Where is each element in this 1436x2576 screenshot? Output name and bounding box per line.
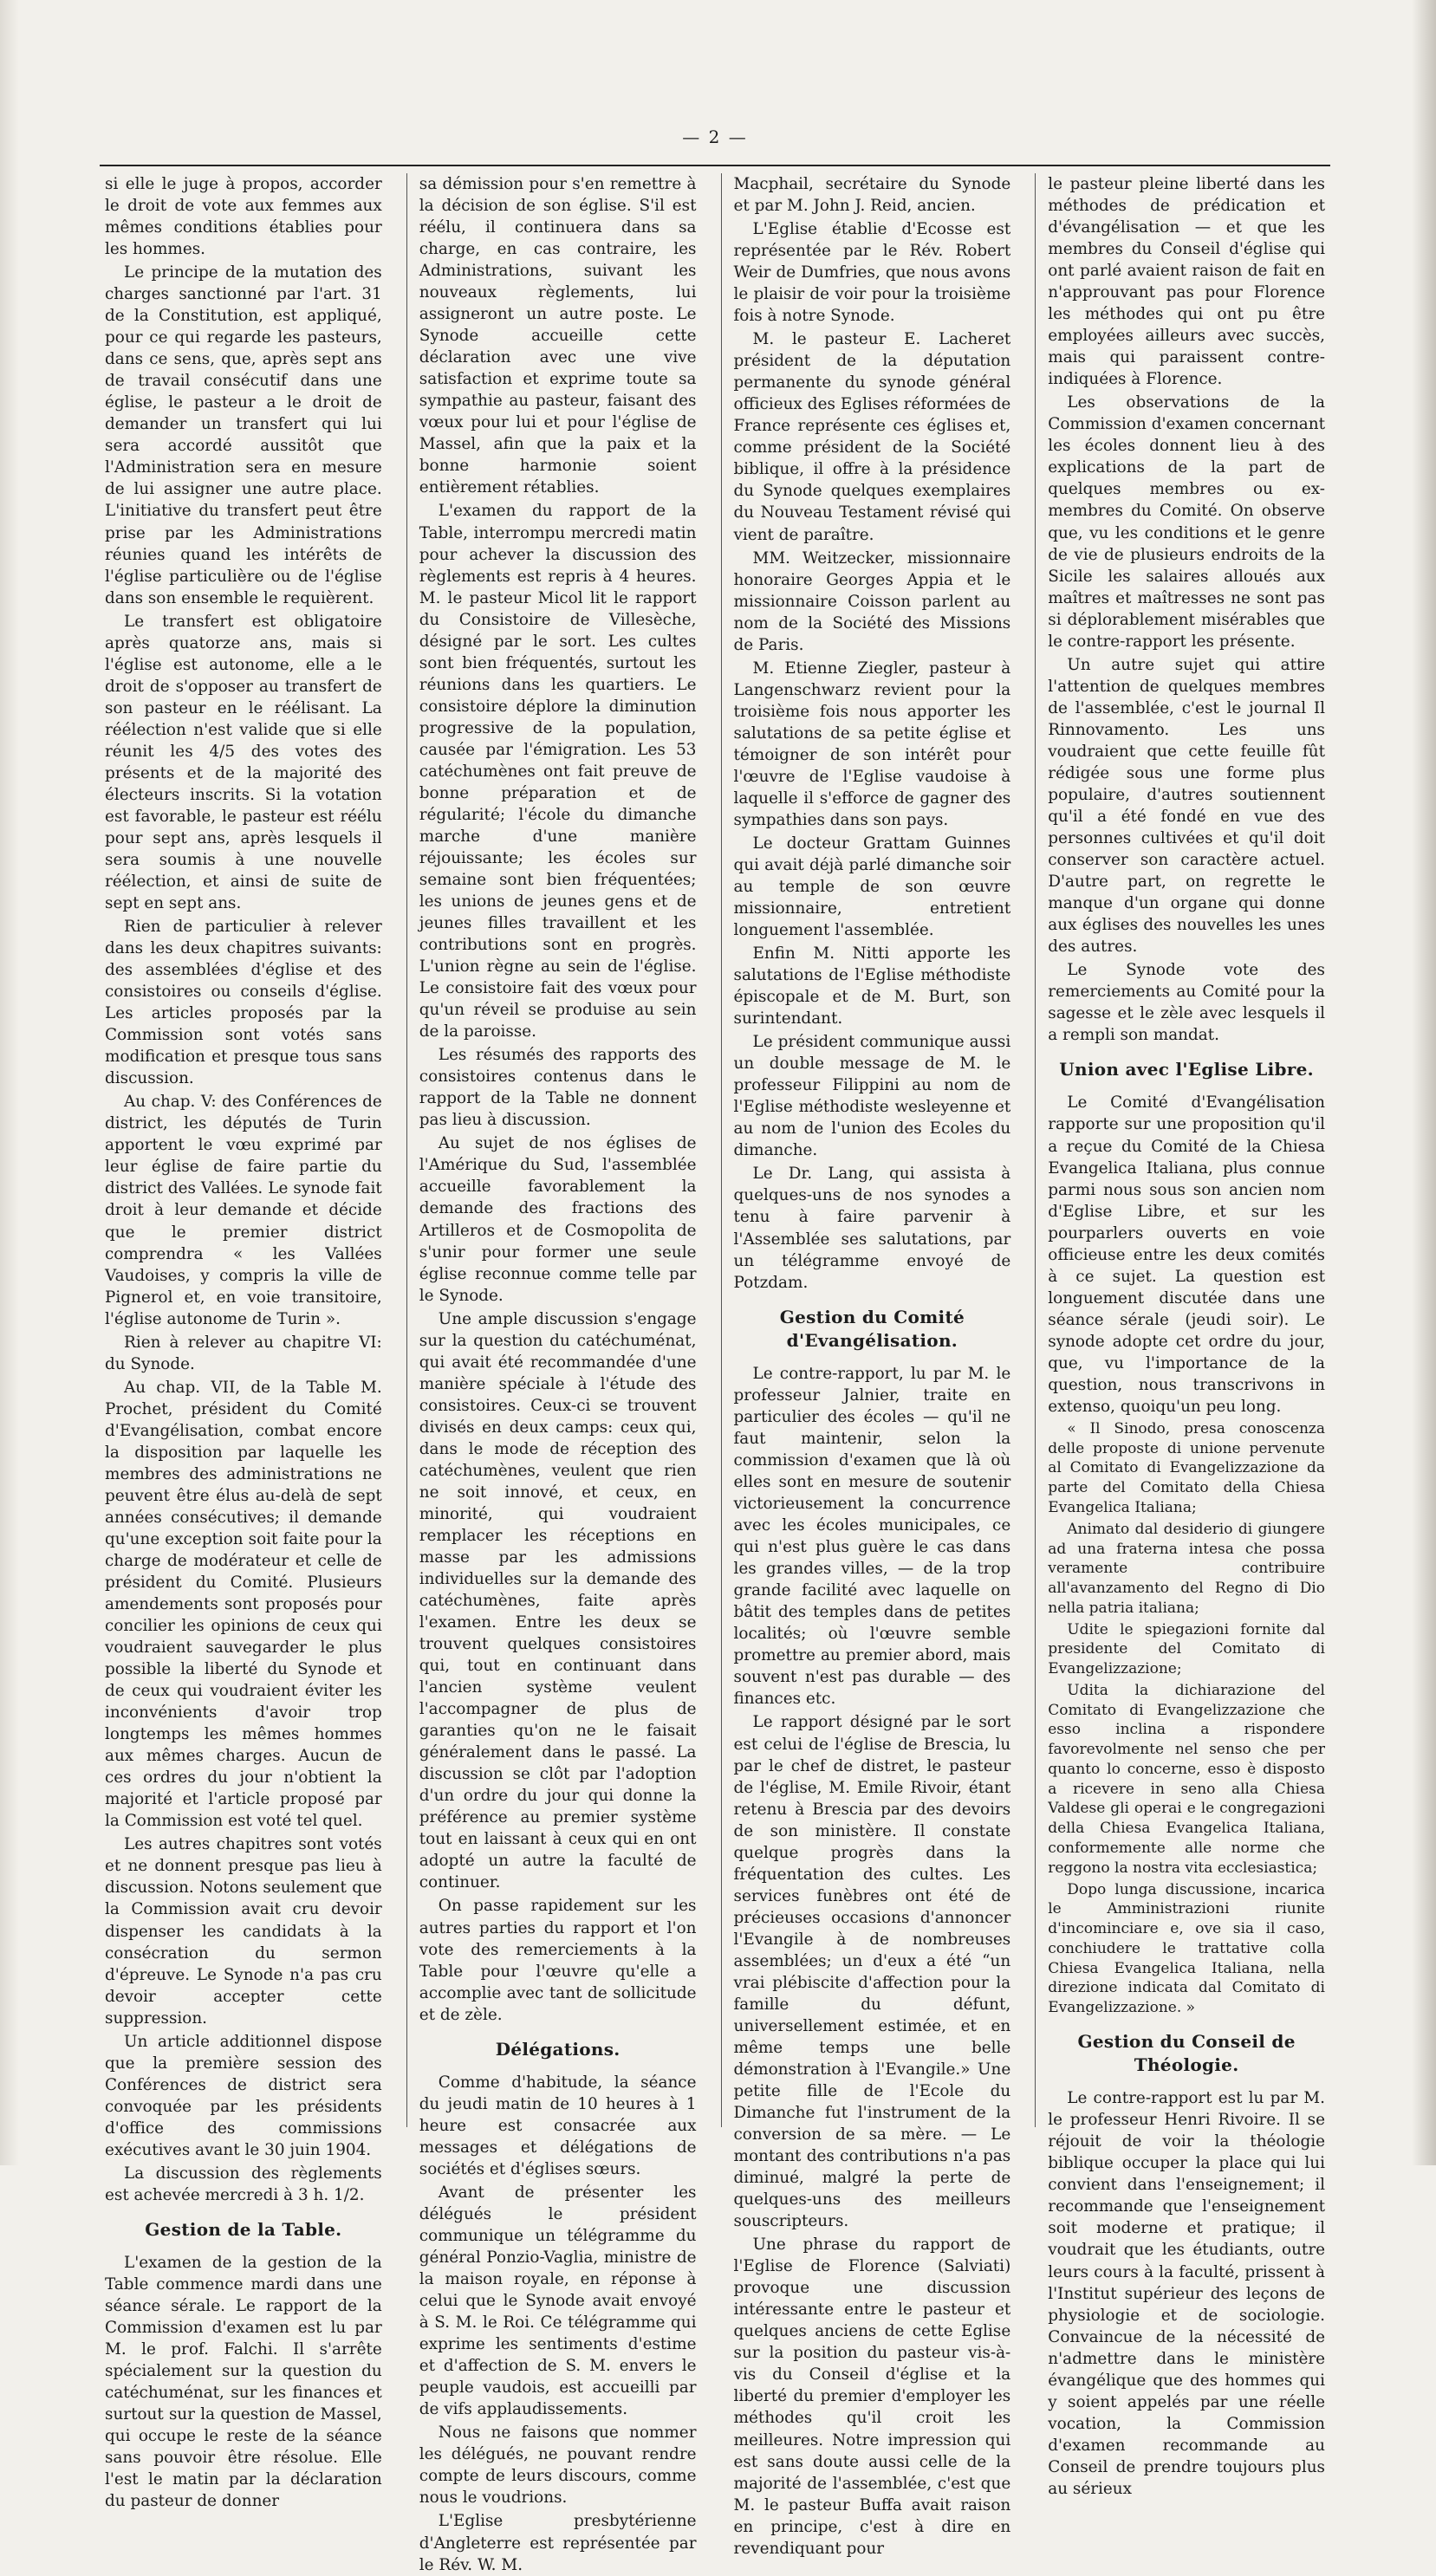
- column-4: [1035, 173, 1330, 2498]
- paragraph: Les observations de la Commission d'examen concernant les écoles donnent lieu à des explications de la part de quelques membres ou ex-membres du Comité. On observe que, vu les conditions et le genre de vie de plusieurs endroits de la Sicile les salaires alloués aux maîtres et maîtresses ne sont pas si déplorablement misérables que le contre-rapport les présente.: [1048, 393, 1325, 651]
- text-columns: [100, 173, 1330, 2574]
- paragraph: Le transfert est obligatoire après quatorze ans, mais si l'église est autonome, elle a le droit de s'opposer au transfert de son pasteur en le réélisant. La réélection n'est valide que si elle réunit les 4/5 des votes des présents et de la majorité des électeurs inscrits. Si la votation est favorable, le pasteur est réélu pour sept ans, après lesquels il sera soumis à une nouvelle réélection, et ainsi de suite de sept en sept ans.: [105, 612, 382, 913]
- paragraph: si elle le juge à propos, accorder le droit de vote aux femmes aux mêmes conditions établies pour les hommes.: [105, 175, 382, 259]
- paragraph: Les résumés des rapports des consistoires contenus dans le rapport de la Table ne donnent pas lieu à discussion.: [419, 1046, 697, 1130]
- paragraph: Le rapport désigné par le sort est celui de l'église de Brescia, lu par le chef de distret, le pasteur de l'église, M. Emile Rivoir, étant retenu à Brescia par des devoirs de son ministère. Il constate quelque progrès dans la fréquentation des cultes. Les services funèbres ont été de précieuses occasions d'annoncer l'Evangile à de nombreuses assemblées; un d'eux a été “un vrai plébiscite d'affection pour la famille du défunt, universellement estimée, et en même temps une belle démonstration à l'Evangile.» Une petite fille de l'Ecole du Dimanche fut l'instrument de la conversion de sa mère. — Le montant des contributions n'a pas diminué, malgré la perte de quelques-uns des meilleurs souscripteurs.: [733, 1713, 1011, 2231]
- paragraph: Au chap. VII, de la Table M. Prochet, président du Comité d'Evangélisation, combat encore la disposition par laquelle les membres des administrations ne peuvent être élus au-delà de sept années consécutives; il demande qu'une exception soit faite pour la charge de modérateur et celle de président du Comité. Plusieurs amendements sont proposés pour concilier les opinions de ceux qui voudraient sauvegarder le plus possible la liberté du Synode et de ceux qui voudraient éviter les inconvénients d'avoir trop longtemps les mêmes hommes aux mêmes charges. Aucun de ces ordres du jour n'obtient la majorité et l'article proposé par la Commission est voté tel quel.: [105, 1378, 382, 1831]
- section-heading: Gestion de la Table.: [145, 2218, 342, 2240]
- scan-edge: [1412, 0, 1436, 2165]
- paragraph: M. le pasteur E. Lacheret président de la députation permanente du synode général officieux des Eglises réformées de France représente ces églises et, comme président de la Société biblique, il offre à la présidence du Synode quelques exemplaires du Nouveau Testament révisé qui vient de paraître.: [733, 330, 1011, 544]
- paragraph: MM. Weitzecker, missionnaire honoraire Georges Appia et le missionnaire Coisson parlent au nom de la Société des Missions de Paris.: [733, 548, 1011, 654]
- section-heading: Délégations.: [495, 2038, 621, 2060]
- paragraph: Le contre-rapport, lu par M. le professeur Jalnier, traite en particulier des écoles — qu'il ne faut maintenir, selon la commission d'examen que là où elles sont en mesure de soutenir victorieusement la concurrence avec les écoles municipales, ce qui n'est plus guère le cas dans les grandes villes, — de la trop grande facilité avec laquelle on bâtit des temples dans de petites localités; où l'œuvre semble promettre au premier abord, mais souvent n'est pas durable — des finances etc.: [733, 1364, 1011, 1709]
- paragraph: Rien de particulier à relever dans les deux chapitres suivants: des assemblées d'église et des consistoires ou conseils d'église. Les articles proposés par la Commission sont votés sans modification et presque tous sans discussion.: [105, 918, 382, 1088]
- section-heading: Gestion du Conseil de Théologie.: [1077, 2030, 1296, 2076]
- quoted-paragraph: Dopo lunga discussione, incarica le Amministrazioni riunite d'incominciare e, ove sia il caso, conchiudere le trattative colla Chiesa Evangelica Italiana, nella direzione indicata dal Comitato di Evangelizzazione. »: [1048, 1880, 1325, 2017]
- page-fold-shadow: [0, 0, 19, 2165]
- section-heading: Gestion du Comité d'Evangélisation.: [779, 1306, 965, 1351]
- paragraph: Le contre-rapport est lu par M. le professeur Henri Rivoire. Il se réjouit de voir la théologie biblique occuper la place qui lui convient dans l'enseignement; il recommande que l'enseignement soit moderne et pratique; il voudrait que les étudiants, outre leurs cours à la faculté, prissent à l'Institut supérieur des leçons de physiologie et de sociologie. Convaincue de la nécessité de n'admettre dans le ministère évangélique que des hommes qui y soient appelés par une réelle vocation, la Commission d'examen recommande au Conseil de prendre toujours plus au sérieux: [1048, 2089, 1325, 2498]
- paragraph: Le président communique aussi un double message de M. le professeur Filippini au nom de l'Eglise méthodiste wesleyenne et au nom de l'union des Ecoles du dimanche.: [733, 1033, 1011, 1160]
- paragraph: L'Eglise établie d'Ecosse est représentée par le Rév. Robert Weir de Dumfries, que nous avons le plaisir de voir pour la troisième fois à notre Synode.: [733, 220, 1011, 326]
- paragraph: L'examen du rapport de la Table, interrompu mercredi matin pour achever la discussion des règlements est repris à 4 heures. M. le pasteur Micol lit le rapport du Consistoire de Villesèche, désigné par le sort. Les cultes sont bien fréquentés, surtout les réunions dans les quartiers. Le consistoire déplore la diminution progressive de la population, causée par l'émigration. Les 53 catéchumènes ont fait preuve de bonne préparation et de régularité; l'école du dimanche marche d'une manière réjouissante; les écoles sur semaine sont bien fréquentées; les unions de jeunes gens et de jeunes filles travaillent et les contributions sont en progrès. L'union règne au sein de l'église. Le consistoire fait des vœux pour qu'un réveil se produise au sein de la paroisse.: [419, 502, 697, 1041]
- paragraph: Une ample discussion s'engage sur la question du catéchuménat, qui avait été recommandée d'une manière spéciale à l'étude des consistoires. Ceux-ci se trouvent divisés en deux camps: ceux qui, dans le mode de réception des catéchumènes, veulent que rien ne soit innové, et ceux, en minorité, qui voudraient remplacer les réceptions en masse par les admissions individuelles sur la demande des catéchumènes, faite après l'examen. Entre les deux se trouvent quelques consistoires qui, tout en continuant dans l'ancien système veulent l'accompagner de plus de garanties qu'on ne le faisait généralement dans le passé. La discussion se clôt par l'adoption d'un ordre du jour qui donne la préférence au premier système tout en laissant à ceux qui en ont adopté un autre la faculté de continuer.: [419, 1309, 697, 1892]
- paragraph: Le Comité d'Evangélisation rapporte sur une proposition qu'il a reçue du Comité de la Chiesa Evangelica Italiana, plus connue parmi nous sous son ancien nom d'Eglise Libre, et sur les pourparlers ouverts en voie officieuse entre les deux comités à ce sujet. La question est longuement discutée dans une séance sérale (jeudi soir). Le synode adopte cet ordre du jour, que, vu l'importance de la question, nous transcrivons in extenso, quoiqu'un peu long.: [1048, 1093, 1325, 1416]
- paragraph: sa démission pour s'en remettre à la décision de son église. S'il est réélu, il continuera dans sa charge, en cas contraire, les Administrations, suivant les nouveaux règlements, lui assigneront un autre poste. Le Synode accueille cette déclaration avec une vive satisfaction et exprime toute sa sympathie au pasteur, faisant des vœux pour lui et pour l'église de Massel, afin que la paix et la bonne harmonie soient entièrement rétablies.: [419, 175, 697, 497]
- paragraph: Macphail, secrétaire du Synode et par M. John J. Reid, ancien.: [733, 175, 1011, 216]
- paragraph: Au chap. V: des Conférences de district, les députés de Turin apportent le vœu exprimé par leur église de faire partie du district des Vallées. Le synode fait droit à leur demande et décide que le premier district comprendra « les Vallées Vaudoises, y compris la ville de Pignerol et, en voie transitoire, l'église autonome de Turin ».: [105, 1093, 382, 1328]
- paragraph: On passe rapidement sur les autres parties du rapport et l'on vote des remerciements à la Table pour l'œuvre qu'elle a accomplie avec tant de sollicitude et de zèle.: [419, 1897, 697, 2024]
- paragraph: Un article additionnel dispose que la première session des Conférences de district sera convoquée par les présidents d'office des commissions exécutives avant le 30 juin 1904.: [105, 2032, 382, 2159]
- paragraph: le pasteur pleine liberté dans les méthodes de prédication et d'évangélisation — et que les membres du Conseil d'église qui ont parlé avaient raison de fait en n'approuvant pas pour Florence les méthodes qui ont pu être employées ailleurs avec succès, mais qui paraissent contre-indiquées à Florence.: [1048, 175, 1325, 389]
- paragraph: Une phrase du rapport de l'Eglise de Florence (Salviati) provoque une discussion intéressante entre le pasteur et quelques anciens de cette Eglise sur la position du pasteur vis-à-vis du Conseil d'église et la liberté du premier d'employer les méthodes qu'il croit les meilleures. Notre impression qui est sans doute aussi celle de la majorité de l'assemblée, c'est que M. le pasteur Buffa avait raison en principe, c'est à dire en revendiquant pour: [733, 2235, 1011, 2558]
- paragraph: Rien à relever au chapitre VI: du Synode.: [105, 1333, 382, 1373]
- paragraph: Enfin M. Nitti apporte les salutations de l'Eglise méthodiste épiscopale et de M. Burt, son surintendant.: [733, 944, 1011, 1028]
- paragraph: Le principe de la mutation des charges sanctionné par l'art. 31 de la Constitution, est appliqué, pour ce qui regarde les pasteurs, dans ce sens, que, après sept ans de travail consécutif dans une église, le pasteur a le droit de demander un transfert qui lui sera accordé aussitôt que l'Administration sera en mesure de lui assigner une autre place. L'initiative du transfert peut être prise par les Administrations réunies quand les intérêts de l'église particulière ou de l'église dans son ensemble le requièrent.: [105, 263, 382, 607]
- page-header: [100, 121, 1330, 166]
- column-1: [100, 173, 387, 2511]
- paragraph: Les autres chapitres sont votés et ne donnent presque pas lieu à discussion. Notons seulement que la Commission avait cru devoir dispenser les candidats à la consécration du sermon d'épreuve. Le Synode n'a pas cru devoir accepter cette suppression.: [105, 1835, 382, 2028]
- paragraph: Au sujet de nos églises de l'Amérique du Sud, l'assemblée accueille favorablement la demande des fractions des Artilleros et de Cosmopolita de s'unir pour former une seule église reconnue comme telle par le Synode.: [419, 1134, 697, 1305]
- paragraph: La discussion des règlements est achevée mercredi à 3 h. 1/2.: [105, 2164, 382, 2204]
- paragraph: L'examen de la gestion de la Table commence mardi dans une séance sérale. Le rapport de la Commission d'examen est lu par M. le prof. Falchi. Il s'arrête spécialement sur la question du catéchuménat, sur les finances et surtout sur la question de Massel, qui occupe le reste de la séance sans pouvoir être résolue. Elle l'est le matin par la déclaration du pasteur de donner: [105, 2254, 382, 2511]
- paragraph: Le docteur Grattam Guinnes qui avait déjà parlé dimanche soir au temple de son œuvre missionnaire, entretient longuement l'assemblée.: [733, 834, 1011, 940]
- column-3: [721, 173, 1017, 2558]
- paragraph: Un autre sujet qui attire l'attention de quelques membres de l'assemblée, c'est le journal Il Rinnovamento. Les uns voudraient que cette feuille fût rédigée sous une forme plus populaire, d'autres soutiennent qu'il a été fondé en vue des personnes cultivées et qu'il doit conserver son caractère actuel. D'autre part, on regrette le manque d'un organe qui donne aux églises des nouvelles les unes des autres.: [1048, 655, 1325, 957]
- quoted-paragraph: Animato dal desiderio di giungere ad una fraterna intesa che possa veramente contribuire all'avanzamento del Regno di Dio nella patria italiana;: [1048, 1520, 1325, 1617]
- paragraph: Le Dr. Lang, qui assista à quelques-uns de nos synodes a tenu à faire parvenir à l'Assemblée ses salutations, par un télégramme envoyé de Potzdam.: [733, 1165, 1011, 1292]
- quoted-paragraph: « Il Sinodo, presa conoscenza delle proposte di unione pervenute al Comitato di Evangelizzazione da parte del Comitato della Chiesa Evangelica Italiana;: [1048, 1419, 1325, 1516]
- paragraph: M. Etienne Ziegler, pasteur à Langenschwarz revient pour la troisième fois nous apporter les salutations de sa petite église et témoigner de son intérêt pour l'œuvre de l'Eglise vaudoise à laquelle il s'efforce de gagner des sympathies dans son pays.: [733, 659, 1011, 829]
- section-heading: Union avec l'Eglise Libre.: [1059, 1059, 1314, 1080]
- quoted-paragraph: Udite le spiegazioni fornite dal presidente del Comitato di Evangelizzazione;: [1048, 1620, 1325, 1678]
- paragraph: Comme d'habitude, la séance du jeudi matin de 10 heures à 1 heure est consacrée aux messages et délégations de sociétés et d'églises sœurs.: [419, 2073, 697, 2178]
- paragraph: Le Synode vote des remerciements au Comité pour la sagesse et le zèle avec lesquels il a rempli son mandat.: [1048, 961, 1325, 1045]
- page-number: — 2 —: [682, 127, 748, 147]
- paragraph: L'Eglise presbytérienne d'Angleterre est représentée par le Rév. W. M.: [419, 2512, 697, 2574]
- paragraph: Nous ne faisons que nommer les délégués, ne pouvant rendre compte de leurs discours, comme nous le voudrions.: [419, 2424, 697, 2508]
- quoted-paragraph: Udita la dichiarazione del Comitato di Evangelizzazione che esso inclina a rispondere favorevolmente nel senso che per quanto lo concerne, esso è disposto a ricevere in seno alla Chiesa Valdese gli operai e le congregazioni della Chiesa Evangelica Italiana, conformemente alle norme che reggono la nostra vita ecclesiastica;: [1048, 1681, 1325, 1877]
- paragraph: Avant de présenter les délégués le président communique un télégramme du général Ponzio-Vaglia, ministre de la maison royale, en réponse à celui que le Synode avait envoyé à S. M. le Roi. Ce télégramme qui exprime les sentiments d'estime et d'affection de S. M. envers le peuple vaudois, est accueilli par de vifs applaudissements.: [419, 2183, 697, 2419]
- column-2: [406, 173, 702, 2574]
